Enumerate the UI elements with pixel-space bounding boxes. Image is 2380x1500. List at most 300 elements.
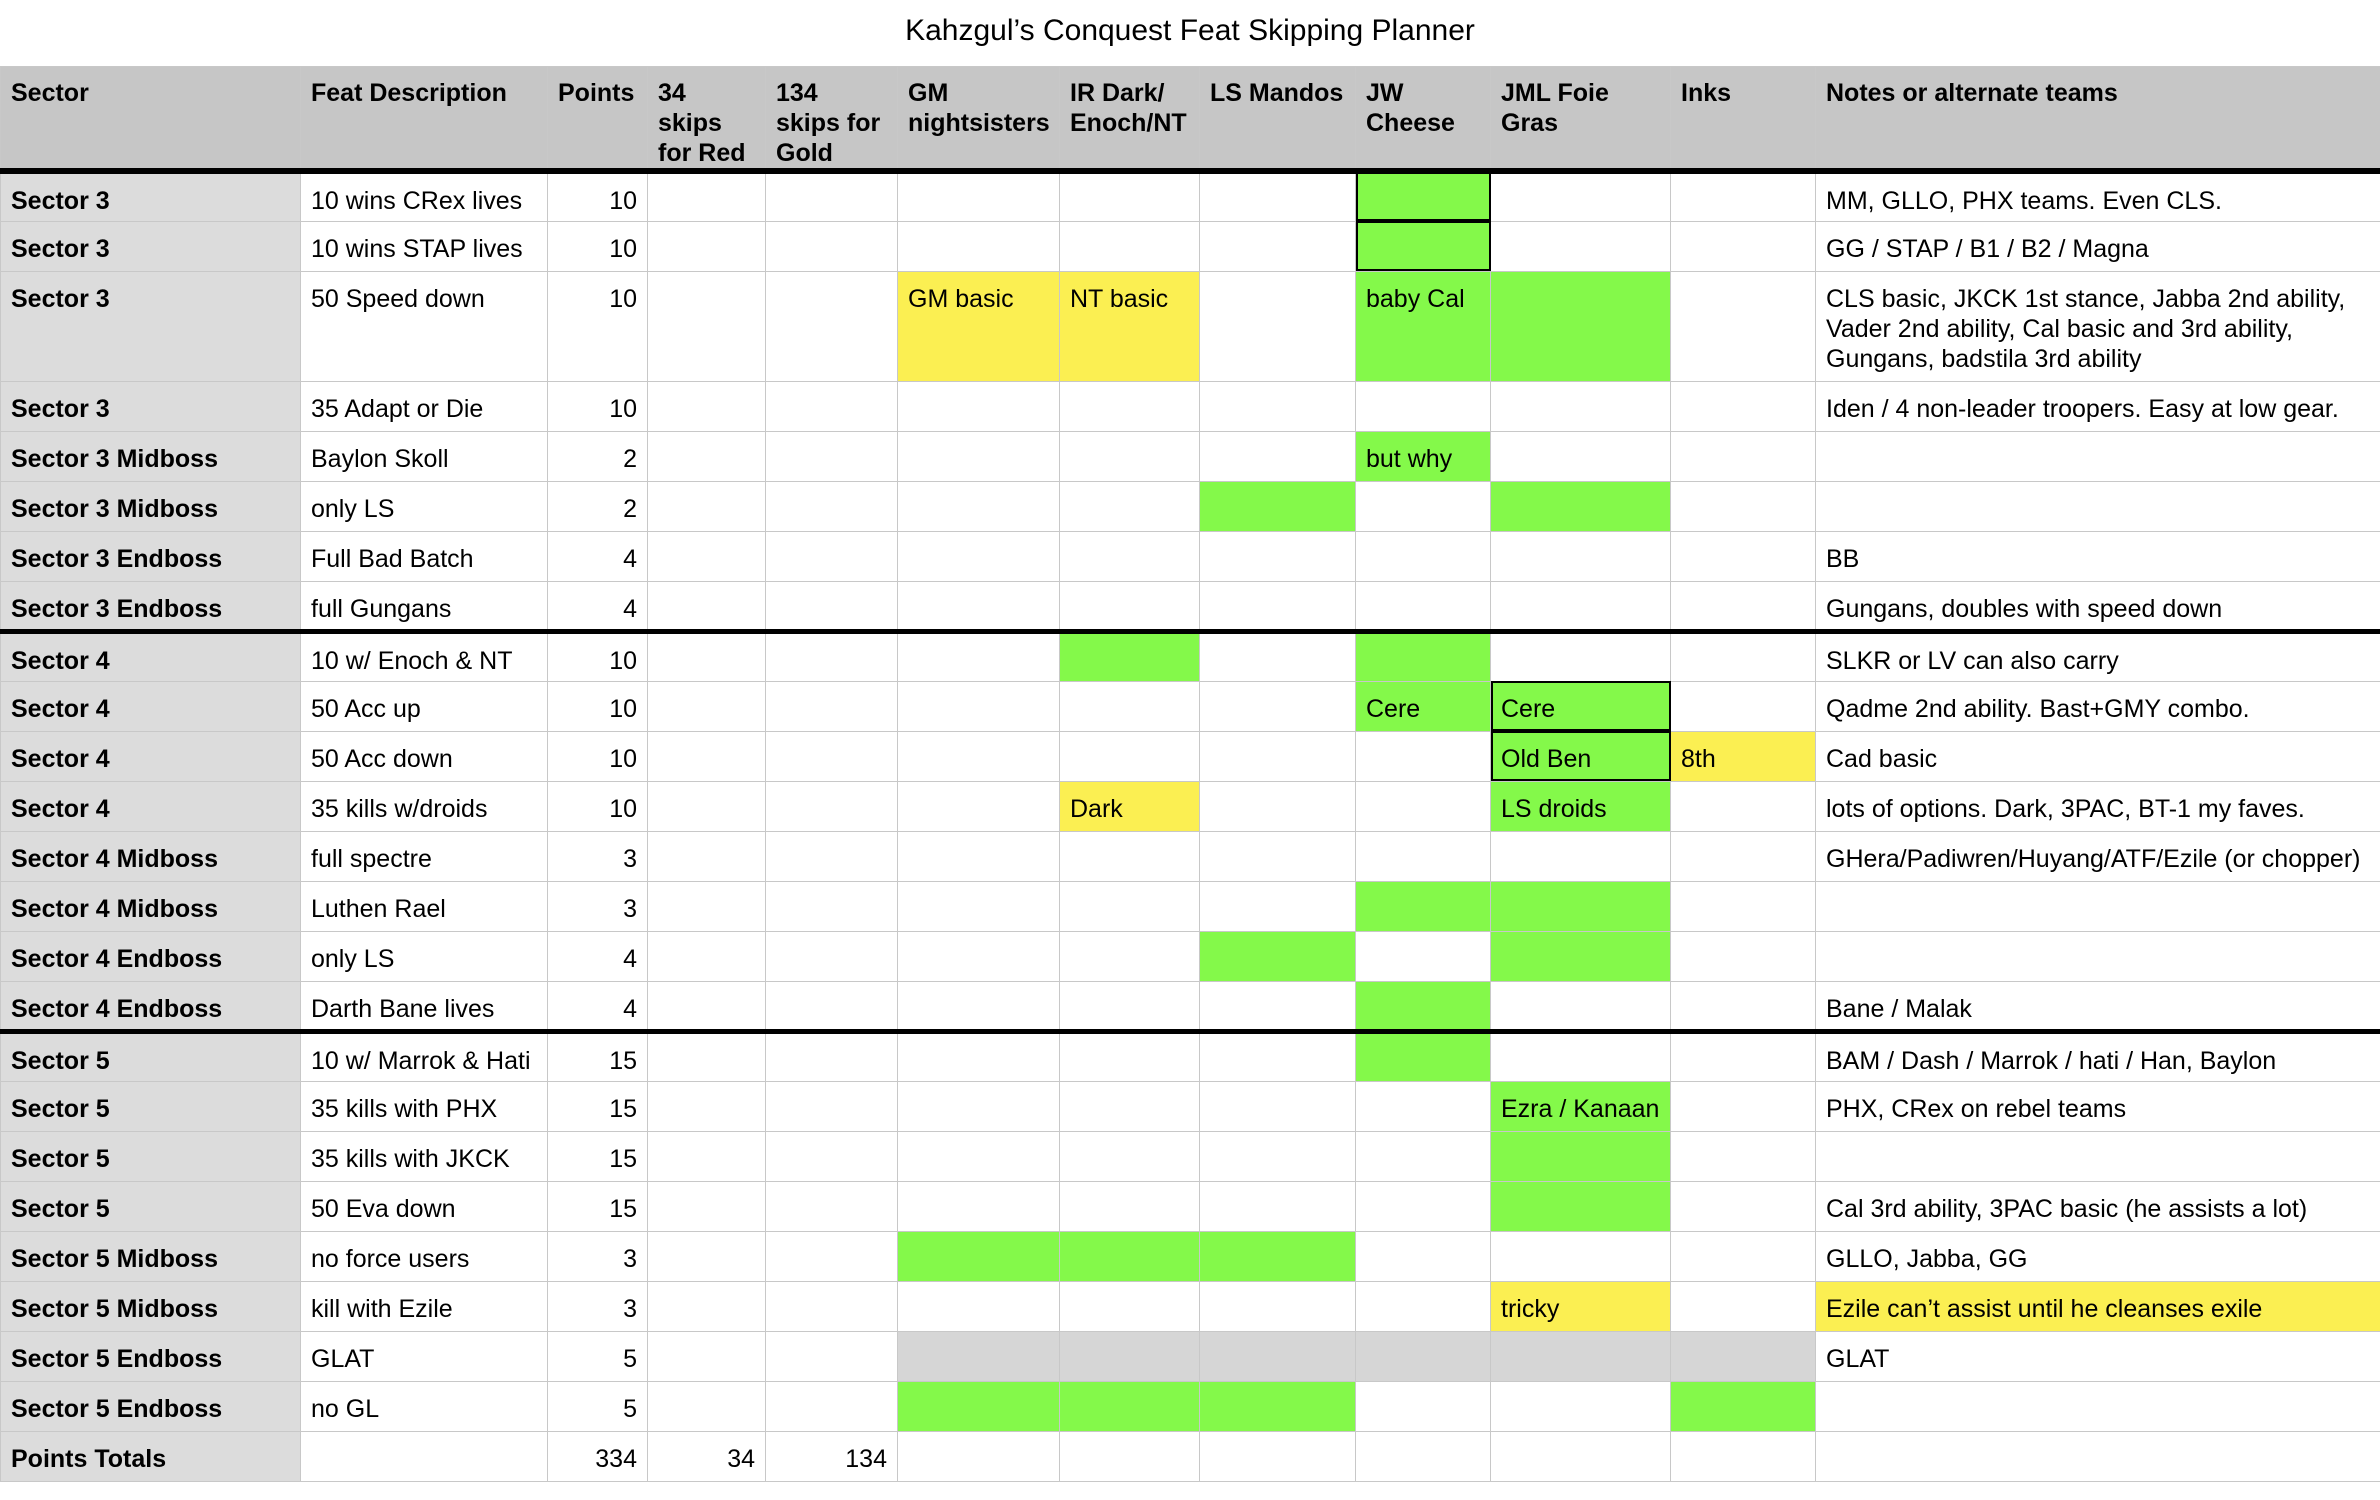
totals-points[interactable]: 334: [548, 1431, 648, 1481]
jw-cell[interactable]: [1356, 1231, 1491, 1281]
points-cell[interactable]: 4: [548, 531, 648, 581]
inks-cell[interactable]: [1671, 381, 1816, 431]
gold-skips-cell[interactable]: [766, 221, 898, 271]
sector-cell[interactable]: Sector 5 Endboss: [1, 1331, 301, 1381]
gold-skips-cell[interactable]: [766, 831, 898, 881]
jml-cell[interactable]: [1491, 631, 1671, 681]
gm-cell[interactable]: [898, 931, 1060, 981]
jml-cell[interactable]: tricky: [1491, 1281, 1671, 1331]
inks-cell[interactable]: [1671, 1281, 1816, 1331]
notes-cell[interactable]: Cal 3rd ability, 3PAC basic (he assists a lot): [1816, 1181, 2380, 1231]
jml-cell[interactable]: [1491, 271, 1671, 381]
ls-cell[interactable]: [1200, 881, 1356, 931]
ls-cell[interactable]: [1200, 681, 1356, 731]
ls-cell[interactable]: [1200, 731, 1356, 781]
points-cell[interactable]: 10: [548, 681, 648, 731]
totals-label[interactable]: Points Totals: [1, 1431, 301, 1481]
gold-skips-cell[interactable]: [766, 1331, 898, 1381]
points-cell[interactable]: 10: [548, 631, 648, 681]
gm-cell[interactable]: [898, 1181, 1060, 1231]
ir-cell[interactable]: [1060, 221, 1200, 271]
sector-cell[interactable]: Sector 4: [1, 781, 301, 831]
col-header-gm[interactable]: GM nightsisters: [898, 67, 1060, 172]
red-skips-cell[interactable]: [648, 631, 766, 681]
ir-cell[interactable]: [1060, 631, 1200, 681]
gold-skips-cell[interactable]: [766, 481, 898, 531]
gm-cell[interactable]: [898, 481, 1060, 531]
col-header-notes[interactable]: Notes or alternate teams: [1816, 67, 2380, 172]
ls-cell[interactable]: [1200, 481, 1356, 531]
jml-cell[interactable]: [1491, 931, 1671, 981]
notes-cell[interactable]: Bane / Malak: [1816, 981, 2380, 1031]
sector-cell[interactable]: Sector 5 Midboss: [1, 1231, 301, 1281]
jml-cell[interactable]: [1491, 831, 1671, 881]
sector-cell[interactable]: Sector 3 Endboss: [1, 581, 301, 631]
col-header-ls[interactable]: LS Mandos: [1200, 67, 1356, 172]
totals-red[interactable]: 34: [648, 1431, 766, 1481]
feat-cell[interactable]: 50 Acc down: [301, 731, 548, 781]
sector-cell[interactable]: Sector 3 Midboss: [1, 481, 301, 531]
ir-cell[interactable]: [1060, 831, 1200, 881]
sector-cell[interactable]: Sector 3 Endboss: [1, 531, 301, 581]
sector-cell[interactable]: Sector 3: [1, 381, 301, 431]
col-header-jw[interactable]: JW Cheese: [1356, 67, 1491, 172]
ir-cell[interactable]: [1060, 1031, 1200, 1081]
totals-ir-cell[interactable]: [1060, 1431, 1200, 1481]
ls-cell[interactable]: [1200, 1081, 1356, 1131]
gold-skips-cell[interactable]: [766, 1231, 898, 1281]
ir-cell[interactable]: [1060, 1231, 1200, 1281]
sector-cell[interactable]: Sector 5: [1, 1131, 301, 1181]
points-cell[interactable]: 15: [548, 1181, 648, 1231]
ls-cell[interactable]: [1200, 781, 1356, 831]
jml-cell[interactable]: Cere: [1491, 681, 1671, 731]
jml-cell[interactable]: [1491, 481, 1671, 531]
notes-cell[interactable]: lots of options. Dark, 3PAC, BT-1 my faves.: [1816, 781, 2380, 831]
gm-cell[interactable]: [898, 531, 1060, 581]
gold-skips-cell[interactable]: [766, 631, 898, 681]
gm-cell[interactable]: [898, 171, 1060, 221]
red-skips-cell[interactable]: [648, 1181, 766, 1231]
sector-cell[interactable]: Sector 5: [1, 1081, 301, 1131]
inks-cell[interactable]: [1671, 271, 1816, 381]
ir-cell[interactable]: [1060, 1331, 1200, 1381]
points-cell[interactable]: 3: [548, 881, 648, 931]
jw-cell[interactable]: [1356, 221, 1491, 271]
col-header-gold[interactable]: 134 skips for Gold: [766, 67, 898, 172]
points-cell[interactable]: 10: [548, 171, 648, 221]
notes-cell[interactable]: Cad basic: [1816, 731, 2380, 781]
points-cell[interactable]: 4: [548, 981, 648, 1031]
gold-skips-cell[interactable]: [766, 1131, 898, 1181]
inks-cell[interactable]: [1671, 681, 1816, 731]
feat-cell[interactable]: 50 Acc up: [301, 681, 548, 731]
notes-cell[interactable]: PHX, CRex on rebel teams: [1816, 1081, 2380, 1131]
inks-cell[interactable]: [1671, 1031, 1816, 1081]
ls-cell[interactable]: [1200, 931, 1356, 981]
notes-cell[interactable]: [1816, 1131, 2380, 1181]
jw-cell[interactable]: [1356, 531, 1491, 581]
ir-cell[interactable]: [1060, 931, 1200, 981]
red-skips-cell[interactable]: [648, 931, 766, 981]
sector-cell[interactable]: Sector 3: [1, 271, 301, 381]
gm-cell[interactable]: [898, 831, 1060, 881]
points-cell[interactable]: 2: [548, 431, 648, 481]
ir-cell[interactable]: [1060, 1081, 1200, 1131]
points-cell[interactable]: 10: [548, 221, 648, 271]
notes-cell[interactable]: GLLO, Jabba, GG: [1816, 1231, 2380, 1281]
red-skips-cell[interactable]: [648, 831, 766, 881]
notes-cell[interactable]: BAM / Dash / Marrok / hati / Han, Baylon: [1816, 1031, 2380, 1081]
col-header-feat[interactable]: Feat Description: [301, 67, 548, 172]
inks-cell[interactable]: [1671, 631, 1816, 681]
jw-cell[interactable]: [1356, 171, 1491, 221]
notes-cell[interactable]: Iden / 4 non-leader troopers. Easy at low gear.: [1816, 381, 2380, 431]
gm-cell[interactable]: [898, 1231, 1060, 1281]
inks-cell[interactable]: [1671, 531, 1816, 581]
sector-cell[interactable]: Sector 5 Midboss: [1, 1281, 301, 1331]
sector-cell[interactable]: Sector 4 Midboss: [1, 831, 301, 881]
gm-cell[interactable]: [898, 981, 1060, 1031]
red-skips-cell[interactable]: [648, 481, 766, 531]
feat-cell[interactable]: 10 w/ Enoch & NT: [301, 631, 548, 681]
ir-cell[interactable]: Dark: [1060, 781, 1200, 831]
gm-cell[interactable]: GM basic: [898, 271, 1060, 381]
ls-cell[interactable]: [1200, 981, 1356, 1031]
points-cell[interactable]: 3: [548, 1231, 648, 1281]
points-cell[interactable]: 4: [548, 931, 648, 981]
red-skips-cell[interactable]: [648, 1081, 766, 1131]
red-skips-cell[interactable]: [648, 1231, 766, 1281]
jw-cell[interactable]: [1356, 781, 1491, 831]
points-cell[interactable]: 4: [548, 581, 648, 631]
ls-cell[interactable]: [1200, 1181, 1356, 1231]
points-cell[interactable]: 10: [548, 731, 648, 781]
ls-cell[interactable]: [1200, 431, 1356, 481]
jw-cell[interactable]: [1356, 731, 1491, 781]
inks-cell[interactable]: [1671, 431, 1816, 481]
gold-skips-cell[interactable]: [766, 1281, 898, 1331]
jml-cell[interactable]: [1491, 581, 1671, 631]
jml-cell[interactable]: Ezra / Kanaan: [1491, 1081, 1671, 1131]
red-skips-cell[interactable]: [648, 981, 766, 1031]
feat-cell[interactable]: no force users: [301, 1231, 548, 1281]
feat-cell[interactable]: full spectre: [301, 831, 548, 881]
notes-cell[interactable]: Qadme 2nd ability. Bast+GMY combo.: [1816, 681, 2380, 731]
feat-cell[interactable]: 50 Eva down: [301, 1181, 548, 1231]
jml-cell[interactable]: LS droids: [1491, 781, 1671, 831]
col-header-sector[interactable]: Sector: [1, 67, 301, 172]
gold-skips-cell[interactable]: [766, 1181, 898, 1231]
feat-cell[interactable]: Full Bad Batch: [301, 531, 548, 581]
sector-cell[interactable]: Sector 3 Midboss: [1, 431, 301, 481]
gm-cell[interactable]: [898, 1031, 1060, 1081]
totals-jw-cell[interactable]: [1356, 1431, 1491, 1481]
notes-cell[interactable]: Ezile can’t assist until he cleanses exile: [1816, 1281, 2380, 1331]
jml-cell[interactable]: [1491, 981, 1671, 1031]
feat-cell[interactable]: 10 wins CRex lives: [301, 171, 548, 221]
red-skips-cell[interactable]: [648, 431, 766, 481]
feat-cell[interactable]: full Gungans: [301, 581, 548, 631]
inks-cell[interactable]: [1671, 581, 1816, 631]
gold-skips-cell[interactable]: [766, 381, 898, 431]
jw-cell[interactable]: [1356, 881, 1491, 931]
red-skips-cell[interactable]: [648, 1281, 766, 1331]
jw-cell[interactable]: but why: [1356, 431, 1491, 481]
feat-cell[interactable]: 10 w/ Marrok & Hati: [301, 1031, 548, 1081]
points-cell[interactable]: 5: [548, 1331, 648, 1381]
jw-cell[interactable]: [1356, 481, 1491, 531]
ir-cell[interactable]: [1060, 431, 1200, 481]
col-header-points[interactable]: Points: [548, 67, 648, 172]
inks-cell[interactable]: [1671, 1181, 1816, 1231]
jml-cell[interactable]: [1491, 531, 1671, 581]
jw-cell[interactable]: baby Cal: [1356, 271, 1491, 381]
gm-cell[interactable]: [898, 1281, 1060, 1331]
ls-cell[interactable]: [1200, 631, 1356, 681]
ls-cell[interactable]: [1200, 381, 1356, 431]
sector-cell[interactable]: Sector 3: [1, 171, 301, 221]
inks-cell[interactable]: [1671, 881, 1816, 931]
red-skips-cell[interactable]: [648, 681, 766, 731]
gm-cell[interactable]: [898, 581, 1060, 631]
sector-cell[interactable]: Sector 4: [1, 731, 301, 781]
inks-cell[interactable]: [1671, 781, 1816, 831]
points-cell[interactable]: 3: [548, 831, 648, 881]
notes-cell[interactable]: [1816, 481, 2380, 531]
gold-skips-cell[interactable]: [766, 581, 898, 631]
gold-skips-cell[interactable]: [766, 681, 898, 731]
jml-cell[interactable]: [1491, 171, 1671, 221]
jw-cell[interactable]: [1356, 981, 1491, 1031]
totals-gold[interactable]: 134: [766, 1431, 898, 1481]
gold-skips-cell[interactable]: [766, 781, 898, 831]
ls-cell[interactable]: [1200, 531, 1356, 581]
points-cell[interactable]: 5: [548, 1381, 648, 1431]
gm-cell[interactable]: [898, 1131, 1060, 1181]
feat-cell[interactable]: 35 kills w/droids: [301, 781, 548, 831]
feat-cell[interactable]: only LS: [301, 931, 548, 981]
ls-cell[interactable]: [1200, 581, 1356, 631]
jml-cell[interactable]: [1491, 221, 1671, 271]
jw-cell[interactable]: [1356, 1331, 1491, 1381]
notes-cell[interactable]: [1816, 431, 2380, 481]
sector-cell[interactable]: Sector 4 Endboss: [1, 981, 301, 1031]
gold-skips-cell[interactable]: [766, 431, 898, 481]
gm-cell[interactable]: [898, 431, 1060, 481]
notes-cell[interactable]: GLAT: [1816, 1331, 2380, 1381]
ir-cell[interactable]: [1060, 1131, 1200, 1181]
feat-cell[interactable]: 10 wins STAP lives: [301, 221, 548, 271]
ls-cell[interactable]: [1200, 1381, 1356, 1431]
ls-cell[interactable]: [1200, 1231, 1356, 1281]
notes-cell[interactable]: [1816, 1381, 2380, 1431]
jml-cell[interactable]: [1491, 881, 1671, 931]
gold-skips-cell[interactable]: [766, 1031, 898, 1081]
jml-cell[interactable]: [1491, 1131, 1671, 1181]
red-skips-cell[interactable]: [648, 781, 766, 831]
col-header-jml[interactable]: JML Foie Gras: [1491, 67, 1671, 172]
ls-cell[interactable]: [1200, 831, 1356, 881]
feat-cell[interactable]: no GL: [301, 1381, 548, 1431]
ir-cell[interactable]: [1060, 581, 1200, 631]
gm-cell[interactable]: [898, 881, 1060, 931]
inks-cell[interactable]: [1671, 221, 1816, 271]
jw-cell[interactable]: Cere: [1356, 681, 1491, 731]
red-skips-cell[interactable]: [648, 1331, 766, 1381]
ir-cell[interactable]: [1060, 881, 1200, 931]
ir-cell[interactable]: [1060, 531, 1200, 581]
jw-cell[interactable]: [1356, 1281, 1491, 1331]
sector-cell[interactable]: Sector 5 Endboss: [1, 1381, 301, 1431]
jw-cell[interactable]: [1356, 381, 1491, 431]
jw-cell[interactable]: [1356, 1081, 1491, 1131]
points-cell[interactable]: 15: [548, 1131, 648, 1181]
feat-cell[interactable]: 50 Speed down: [301, 271, 548, 381]
inks-cell[interactable]: [1671, 1231, 1816, 1281]
inks-cell[interactable]: [1671, 1331, 1816, 1381]
gold-skips-cell[interactable]: [766, 531, 898, 581]
notes-cell[interactable]: GG / STAP / B1 / B2 / Magna: [1816, 221, 2380, 271]
notes-cell[interactable]: Gungans, doubles with speed down: [1816, 581, 2380, 631]
jml-cell[interactable]: [1491, 1231, 1671, 1281]
red-skips-cell[interactable]: [648, 171, 766, 221]
points-cell[interactable]: 10: [548, 781, 648, 831]
gold-skips-cell[interactable]: [766, 271, 898, 381]
gold-skips-cell[interactable]: [766, 931, 898, 981]
jml-cell[interactable]: [1491, 431, 1671, 481]
jw-cell[interactable]: [1356, 931, 1491, 981]
ir-cell[interactable]: [1060, 381, 1200, 431]
sector-cell[interactable]: Sector 5: [1, 1181, 301, 1231]
red-skips-cell[interactable]: [648, 1031, 766, 1081]
red-skips-cell[interactable]: [648, 581, 766, 631]
ls-cell[interactable]: [1200, 1281, 1356, 1331]
gm-cell[interactable]: [898, 731, 1060, 781]
ir-cell[interactable]: NT basic: [1060, 271, 1200, 381]
col-header-inks[interactable]: Inks: [1671, 67, 1816, 172]
ls-cell[interactable]: [1200, 271, 1356, 381]
jw-cell[interactable]: [1356, 831, 1491, 881]
gm-cell[interactable]: [898, 381, 1060, 431]
jw-cell[interactable]: [1356, 1131, 1491, 1181]
red-skips-cell[interactable]: [648, 271, 766, 381]
gold-skips-cell[interactable]: [766, 1381, 898, 1431]
notes-cell[interactable]: BB: [1816, 531, 2380, 581]
ls-cell[interactable]: [1200, 1131, 1356, 1181]
ir-cell[interactable]: [1060, 1181, 1200, 1231]
totals-ls-cell[interactable]: [1200, 1431, 1356, 1481]
gm-cell[interactable]: [898, 781, 1060, 831]
red-skips-cell[interactable]: [648, 531, 766, 581]
ls-cell[interactable]: [1200, 171, 1356, 221]
sector-cell[interactable]: Sector 4 Midboss: [1, 881, 301, 931]
jml-cell[interactable]: [1491, 1381, 1671, 1431]
col-header-ir[interactable]: IR Dark/ Enoch/NT: [1060, 67, 1200, 172]
feat-cell[interactable]: Luthen Rael: [301, 881, 548, 931]
totals-notes-cell[interactable]: [1816, 1431, 2380, 1481]
gold-skips-cell[interactable]: [766, 731, 898, 781]
notes-cell[interactable]: SLKR or LV can also carry: [1816, 631, 2380, 681]
ir-cell[interactable]: [1060, 1381, 1200, 1431]
col-header-red[interactable]: 34 skips for Red: [648, 67, 766, 172]
feat-cell[interactable]: only LS: [301, 481, 548, 531]
inks-cell[interactable]: [1671, 981, 1816, 1031]
sector-cell[interactable]: Sector 4: [1, 681, 301, 731]
feat-cell[interactable]: Baylon Skoll: [301, 431, 548, 481]
inks-cell[interactable]: [1671, 831, 1816, 881]
ir-cell[interactable]: [1060, 981, 1200, 1031]
red-skips-cell[interactable]: [648, 881, 766, 931]
jw-cell[interactable]: [1356, 1181, 1491, 1231]
points-cell[interactable]: 10: [548, 271, 648, 381]
jml-cell[interactable]: Old Ben: [1491, 731, 1671, 781]
jw-cell[interactable]: [1356, 631, 1491, 681]
totals-jml-cell[interactable]: [1491, 1431, 1671, 1481]
inks-cell[interactable]: [1671, 1081, 1816, 1131]
ir-cell[interactable]: [1060, 731, 1200, 781]
gm-cell[interactable]: [898, 1081, 1060, 1131]
gold-skips-cell[interactable]: [766, 981, 898, 1031]
points-cell[interactable]: 15: [548, 1081, 648, 1131]
gm-cell[interactable]: [898, 221, 1060, 271]
ls-cell[interactable]: [1200, 1031, 1356, 1081]
gm-cell[interactable]: [898, 1381, 1060, 1431]
points-cell[interactable]: 15: [548, 1031, 648, 1081]
totals-inks-cell[interactable]: [1671, 1431, 1816, 1481]
ir-cell[interactable]: [1060, 171, 1200, 221]
red-skips-cell[interactable]: [648, 1381, 766, 1431]
red-skips-cell[interactable]: [648, 221, 766, 271]
points-cell[interactable]: 3: [548, 1281, 648, 1331]
jw-cell[interactable]: [1356, 1031, 1491, 1081]
jml-cell[interactable]: [1491, 1331, 1671, 1381]
ir-cell[interactable]: [1060, 681, 1200, 731]
gm-cell[interactable]: [898, 1331, 1060, 1381]
sector-cell[interactable]: Sector 3: [1, 221, 301, 271]
ir-cell[interactable]: [1060, 481, 1200, 531]
ls-cell[interactable]: [1200, 1331, 1356, 1381]
notes-cell[interactable]: CLS basic, JKCK 1st stance, Jabba 2nd ability, Vader 2nd ability, Cal basic and 3rd ability, Gungans, badstila 3rd ability: [1816, 271, 2380, 381]
jml-cell[interactable]: [1491, 381, 1671, 431]
inks-cell[interactable]: 8th: [1671, 731, 1816, 781]
notes-cell[interactable]: GHera/Padiwren/Huyang/ATF/Ezile (or chopper): [1816, 831, 2380, 881]
inks-cell[interactable]: [1671, 1131, 1816, 1181]
feat-cell[interactable]: GLAT: [301, 1331, 548, 1381]
feat-cell[interactable]: Darth Bane lives: [301, 981, 548, 1031]
totals-gm-cell[interactable]: [898, 1431, 1060, 1481]
gold-skips-cell[interactable]: [766, 1081, 898, 1131]
points-cell[interactable]: 10: [548, 381, 648, 431]
gold-skips-cell[interactable]: [766, 881, 898, 931]
feat-cell[interactable]: 35 Adapt or Die: [301, 381, 548, 431]
feat-cell[interactable]: 35 kills with JKCK: [301, 1131, 548, 1181]
notes-cell[interactable]: [1816, 881, 2380, 931]
gm-cell[interactable]: [898, 681, 1060, 731]
points-cell[interactable]: 2: [548, 481, 648, 531]
jw-cell[interactable]: [1356, 1381, 1491, 1431]
red-skips-cell[interactable]: [648, 731, 766, 781]
notes-cell[interactable]: MM, GLLO, PHX teams. Even CLS.: [1816, 171, 2380, 221]
notes-cell[interactable]: [1816, 931, 2380, 981]
jml-cell[interactable]: [1491, 1181, 1671, 1231]
feat-cell[interactable]: kill with Ezile: [301, 1281, 548, 1331]
jw-cell[interactable]: [1356, 581, 1491, 631]
jml-cell[interactable]: [1491, 1031, 1671, 1081]
red-skips-cell[interactable]: [648, 1131, 766, 1181]
inks-cell[interactable]: [1671, 931, 1816, 981]
sector-cell[interactable]: Sector 4 Endboss: [1, 931, 301, 981]
